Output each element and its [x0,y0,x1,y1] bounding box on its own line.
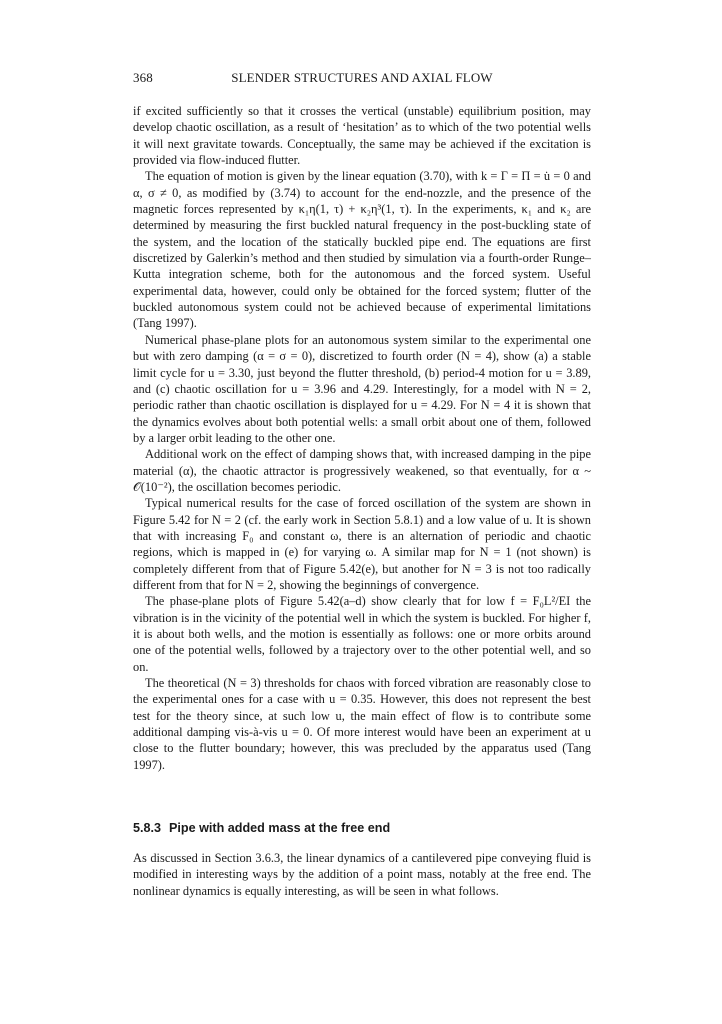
paragraph: The equation of motion is given by the linear equation (3.70), with k = Γ = Π = u̇ = 0 and α, σ ≠ 0, as modified by (3.74) to account for the end-nozzle, and the presence of the magnetic forces represented by κ₁η(1, τ) + κ₂η³(1, τ). In the experiments, κ₁ and κ₂ are determined by measuring the first buckled natural frequency in the post-buckling state of the system, and the location of the statically buckled pipe end. The equations are first discretized by Galerkin’s method and then studied by simulation via a fourth-order Runge–Kutta integration scheme, both for the autonomous and the forced system. Useful experimental data, however, could only be obtained for the forced system; flutter of the buckled autonomous system could not be achieved because of experimental limitations (Tang 1997). [133,169,591,331]
paragraph: Additional work on the effect of damping shows that, with increased damping in the pipe material (α), the chaotic attractor is progressively weakened, so that eventually, for α ~ 𝒪(10⁻²), the oscillation becomes periodic. [133,447,591,494]
page-number: 368 [133,70,153,85]
section-title: Pipe with added mass at the free end [169,821,391,835]
body-text [133,103,591,773]
section-heading [133,821,591,835]
paragraph: As discussed in Section 3.6.3, the linear dynamics of a cantilevered pipe conveying fluid is modified in interesting ways by the addition of a point mass, notably at the free end. The nonlinear dynamics is equally interesting, as will be seen in what follows. [133,851,591,898]
paragraph: Typical numerical results for the case of forced oscillation of the system are shown in Figure 5.42 for N = 2 (cf. the early work in Section 5.8.1) and a low value of u. It is shown that with increasing F₀ and constant ω, there is an alternation of periodic and chaotic regions, which is mapped in (e) for varying ω. A similar map for N = 1 (not shown) is completely different from that of Figure 5.42(e), but another for N = 3 is not too radically different from that for N = 2, showing the beginnings of convergence. [133,496,591,592]
paragraph: if excited sufficiently so that it crosses the vertical (unstable) equilibrium position, may develop chaotic oscillation, as a result of ‘hesitation’ as to which of the two potential wells it will next gravitate towards. Conceptually, the same may be achieved if the excitation is provided via flow-induced flutter. [133,104,591,168]
running-head [133,70,591,88]
running-title: SLENDER STRUCTURES AND AXIAL FLOW [231,70,493,85]
section-number: 5.8.3 [133,821,162,835]
paragraph: The phase-plane plots of Figure 5.42(a–d) show clearly that for low f = F₀L²/EI the vibration is in the vicinity of the potential well in which the system is buckled. For higher f, it is about both wells, and the motion is essentially as follows: one or more orbits around one of the potential wells, followed by a trajectory over to the other potential well, and so on. [133,594,591,674]
paragraph: Numerical phase-plane plots for an autonomous system similar to the experimental one but with zero damping (α = σ = 0), discretized to fourth order (N = 4), show (a) a stable limit cycle for u = 3.30, just beyond the flutter threshold, (b) period-4 motion for u = 3.89, and (c) chaotic oscillation for u = 3.96 and 4.29. Interestingly, for a model with N = 2, periodic rather than chaotic oscillation is displayed for u = 4.29. For N = 4 it is shown that the dynamics evolves about both potential wells: a small orbit about one of them, followed by a larger orbit leading to the other one. [133,332,591,445]
section-body-text [133,850,591,899]
paragraph: The theoretical (N = 3) thresholds for chaos with forced vibration are reasonably close to the experimental ones for a case with u = 0.35. However, this does not represent the best test for the theory since, at such low u, the main effect of flow is to contribute some additional damping vis-à-vis u = 0. Of more interest would have been an experiment at u close to the flutter boundary; however, this was precluded by the apparatus used (Tang 1997). [133,676,591,772]
